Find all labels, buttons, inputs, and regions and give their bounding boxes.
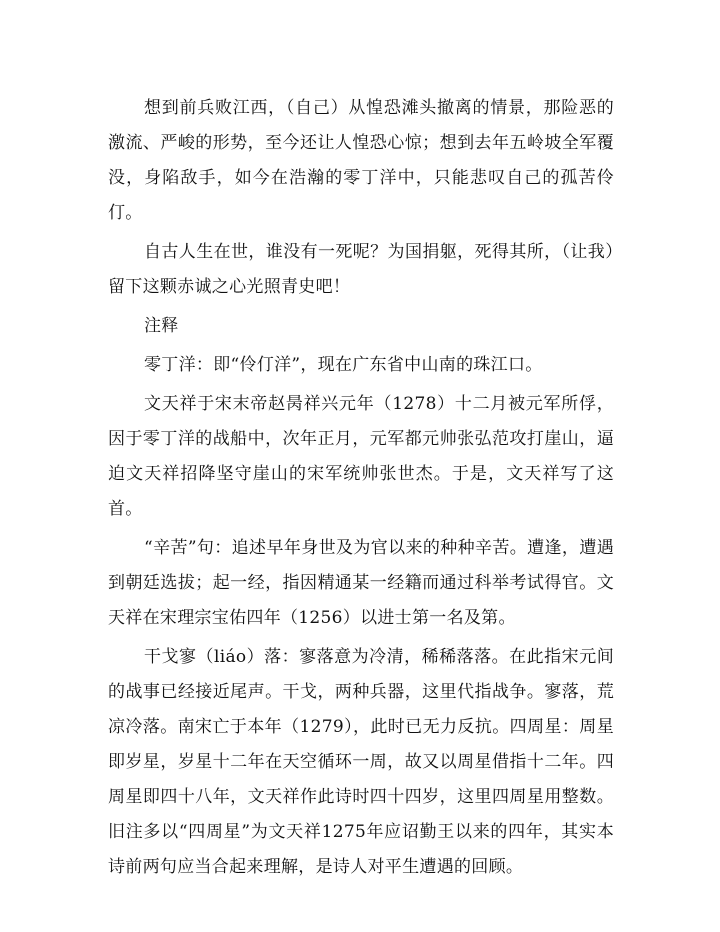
- document-body: [108, 91, 614, 889]
- paragraph-note-1: 零丁洋：即“伶仃洋”，现在广东省中山南的珠江口。: [144, 355, 543, 375]
- paragraph-note-4: 干戈寥（liáo）落：寥落意为冷清，稀稀落落。在此指宋元间的战事已经接近尾声。干戈，两种兵器，这里代指战争。寥落，荒凉冷落。南宋亡于本年（1279），此时已无力反抗。四周星：周星即岁星，岁星十二年在天空循环一周，故又以周星借指十二年。四周星即四十八年，文天祥作此诗时四十四岁，这里四周星用整数。旧注多以“四周星”为文天祥1275年应诏勤王以来的四年，其实本诗前两句应当合起来理解，是诗人对平生遭遇的回顾。: [108, 647, 614, 877]
- paragraph-note-3: “辛苦”句：追述早年身世及为官以来的种种辛苦。遭逢，遭遇到朝廷选拔；起一经，指因精通某一经籍而通过科举考试得官。文天祥在宋理宗宝佑四年（1256）以进士第一名及第。: [108, 538, 614, 628]
- section-heading-notes: 注释: [144, 316, 179, 336]
- paragraph-translation-1: 想到前兵败江西，（自己）从惶恐滩头撤离的情景，那险恶的激流、严峻的形势，至今还让人惶恐心惊；想到去年五岭坡全军覆没，身陷敌手，如今在浩瀚的零丁洋中，只能悲叹自己的孤苦伶仃。: [108, 98, 614, 223]
- paragraph-note-2: 文天祥于宋末帝赵昺祥兴元年（1278）十二月被元军所俘，因于零丁洋的战船中，次年正月，元军都元帅张弘范攻打崖山，逼迫文天祥招降坚守崖山的宋军统帅张世杰。于是，文天祥写了这首。: [108, 394, 614, 519]
- paragraph-translation-2: 自古人生在世，谁没有一死呢？为国捐躯，死得其所，（让我）留下这颗赤诚之心光照青史吧！: [108, 242, 614, 297]
